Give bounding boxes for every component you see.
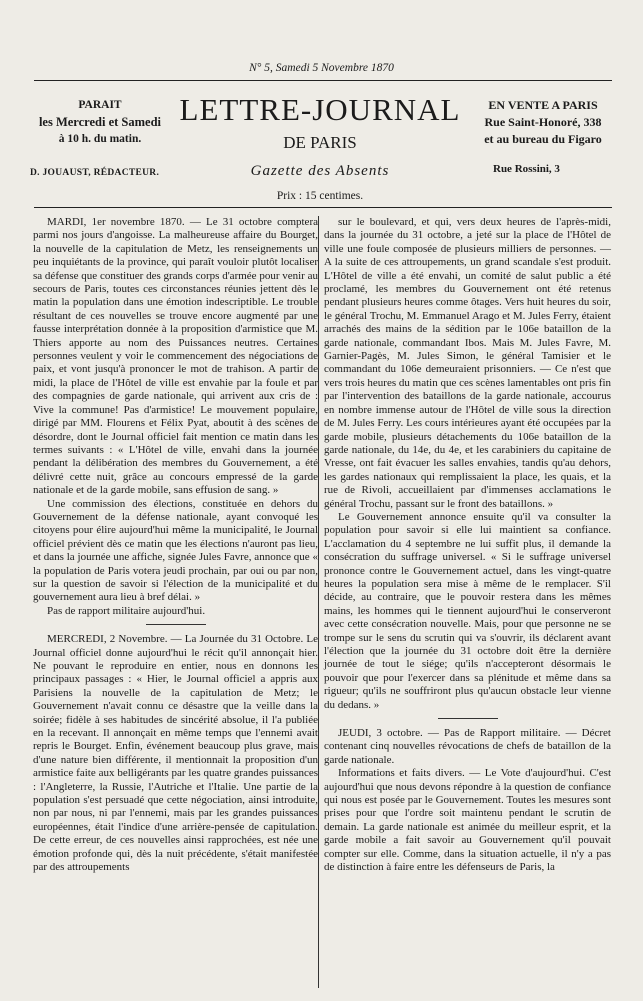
- schedule-line-3: à 10 h. du matin.: [58, 133, 142, 145]
- schedule-line-1: PARAIT: [78, 99, 122, 111]
- section-divider: [146, 624, 206, 625]
- editor-credit: D. JOUAUST, RÉDACTEUR.: [30, 168, 160, 178]
- paragraph-no-report: Pas de rapport militaire aujourd'hui.: [47, 604, 206, 617]
- newspaper-subtitle: Gazette des Absents: [250, 163, 390, 179]
- sales-info: [468, 97, 618, 148]
- paragraph-jeudi: JEUDI, 3 octobre. — Pas de Rapport militaire. — Décret contenant cinq nouvelles révocations de chefs de bataillon de la garde nationale.: [324, 727, 611, 766]
- paragraph-informations: Informations et faits divers. — Le Vote d'aujourd'hui. C'est aujourd'hui que nous devons répondre à la question de confiance qui nous est posée par le Gouvernement. Toutes les mesures sont prises pour que l'ordre soit maintenu pendant le scrutin de demain. La garde nationale est animée du meilleur esprit, et la garde mobile a fait savoir au Gouvernement qu'il pouvait compter sur elle. Comme, dans la situation actuelle, il n'y a pas de distinction à faire entre les défenseurs de Paris, la: [324, 767, 611, 874]
- newspaper-title: LETTRE-JOURNAL: [179, 92, 461, 127]
- top-rule: [34, 80, 612, 81]
- paragraph-gouvernement: Le Gouvernement annonce ensuite qu'il va consulter la population pour savoir si elle lui maintient sa confiance. L'acclamation du 4 septembre ne lui suffit plus, il demande la consécration du suffrage universel. « Si le suffrage universel prononce contre le Gouvernement actuel, dans les vingt-quatre heures la population sera mise à même de le remplacer. S'il décide, au contraire, que le pouvoir restera dans les mêmes mains, les hommes qui le tiennent aujourd'hui le conserveront avec cette consécration nouvelle. Mais, pour que personne ne se trompe sur le sens du scrutin qui va s'ouvrir, ils déclarent avant l'élection que la journée du 31 octobre doit être la dernière journée de tout le siége; qu'ils n'accepteront désormais le pouvoir que pour l'exercer dans sa plénitude et même dans sa rigueur; qu'ils ne souffriront plus qu'aucun obstacle leur vienne du dedans. »: [324, 510, 611, 711]
- price-line: Prix : 15 centimes.: [276, 190, 364, 202]
- newspaper-city: DE PARIS: [283, 133, 357, 152]
- paragraph-mercredi: MERCREDI, 2 Novembre. — La Journée du 31 Octobre. Le Journal officiel donne aujourd'hui le récit qu'il annonçait hier. Ne pouvant le reproduire en entier, nous en donnons les principaux passages : « Hier, le Journal officiel a appris aux Parisiens la nouvelle de la capitulation de Metz; le Gouvernement n'avait connu ce désastre que la veille dans la soirée; fidèle à ses habitudes de sincérité absolue, il l'a publiée en la recevant. Il annonçait en même temps que l'ennemi avait repris le Bourget. Enfin, événement beaucoup plus grave, mais d'une nature bien différente, il mentionnait la proposition d'un armistice faite aux belligérants par les quatre grandes puissances : l'Angleterre, la Russie, l'Autriche et l'Italie. Une partie de la population s'est persuadé que cette négociation, ainsi introduite, non par nous, ni par l'ennemi, mais par les grandes puissances européennes, était l'indice d'une arrière-pensée de capitulation. De cette erreur, de ces nouvelles ainsi rapprochées, est née une émotion profonde qui, dès la nuit précédente, s'était manifestée par des attroupements: [33, 633, 318, 874]
- sales-line-2: Rue Saint-Honoré, 338: [484, 115, 602, 129]
- issue-line: N° 5, Samedi 5 Novembre 1870: [249, 62, 394, 74]
- figaro-address: Rue Rossini, 3: [493, 163, 560, 175]
- column-right: [324, 216, 611, 875]
- sales-line-3: et au bureau du Figaro: [484, 132, 602, 146]
- column-divider: [318, 216, 319, 988]
- publication-schedule: [30, 97, 170, 148]
- column-left: [33, 216, 318, 875]
- schedule-line-2: les Mercredi et Samedi: [38, 115, 162, 129]
- section-divider: [438, 718, 498, 719]
- sales-line-1: EN VENTE A PARIS: [488, 98, 598, 112]
- header-rule: [34, 207, 612, 208]
- paragraph-attroupements: sur le boulevard, et qui, vers deux heures de l'après-midi, dans la journée du 31 octobre, a jeté sur la place de l'Hôtel de ville une foule composée de plusieurs milliers de personnes. — A la suite de ces attroupements, un grand scandale s'est produit. L'Hôtel de ville a été envahi, un comité de salut public a été proclamé, les membres du Gouvernement ont été retenus pendant plusieurs heures comme ôtages. Vers huit heures du soir, le général Trochu, M. Emmanuel Arago et M. Jules Ferry, étaient arrachés des mains de la sédition par le 106e bataillon de la garde nationale, commandant Ibos. Mais M. Jules Favre, M. Garnier-Pagès, M. Jules Simon, le général Tamisier et le commandant du 106e demeuraient prisonniers. — Ce n'est que vers trois heures du matin que ces scènes lamentables ont pris fin par l'intervention des bataillons de la garde nationale, accourus en nombre immense autour de l'Hôtel de ville sous la direction de M. Jules Ferry. Les cours intérieures ayant été occupées par la garde mobile, plusieurs détachements du 106e bataillon de la garde nationale, du 14e, du 4e, et les carabiniers du capitaine de Vresse, ont fait évacuer les salles envahies, tandis qu'au dehors, les gardes nationaux qui remplissaient la place, les quais, et la rue de Rivoli, accueillaient par d'immenses acclamations le général Trochu, passant sur le front des bataillons. »: [324, 216, 611, 510]
- paragraph-mardi: MARDI, 1er novembre 1870. — Le 31 octobre comptera parmi nos jours d'angoisse. La malheureuse affaire du Bourget, la nouvelle de la capitulation de Metz, les renseignements un peu inquiétants de la province, qui paraît vouloir plutôt localiser sa défense que constituer des grands corps d'armée pour venir au secours de Paris, toutes ces circonstances réunies jettent dès le matin la population dans une émotion indescriptible. Le trouble résultant de ces nouvelles se trouve encore augmenté par une fausse interprétation donnée à la proposition d'armistice que M. Thiers apporte au nom des Puissances neutres. Certaines personnes veulent y voir le commencement des négociations de paix, et vont jusqu'à prononcer le mot de trahison. A partir de midi, la place de l'Hôtel de ville est envahie par la foule et par des compagnies de garde nationale, qui arrivent aux cris de : Vive la commune! Pas d'armistice! Le mouvement populaire, dirigé par MM. Flourens et Félix Pyat, aboutit à des scènes de désordre, dont le Journal officiel fait mention ce matin dans les termes suivants : « L'Hôtel de ville, envahi dans la journée pendant la délibération des membres du Gouvernement, a été délivré cette nuit, grâce au concours empressé de la garde nationale et de la garde mobile, sans effusion de sang. »: [33, 216, 318, 497]
- paragraph-commission: Une commission des élections, constituée en dehors du Gouvernement de la défense nationale, ayant convoqué les citoyens pour élire aujourd'hui même la municipalité, le Journal officiel prévient dès ce matin que les élections n'auront pas lieu, et dans la journée une affiche, signée Jules Favre, annonce que « la population de Paris votera jeudi prochain, par oui ou par non, sur la question de savoir si l'élection de la municipalité et du gouvernement aura lieu à bref délai. »: [33, 497, 318, 604]
